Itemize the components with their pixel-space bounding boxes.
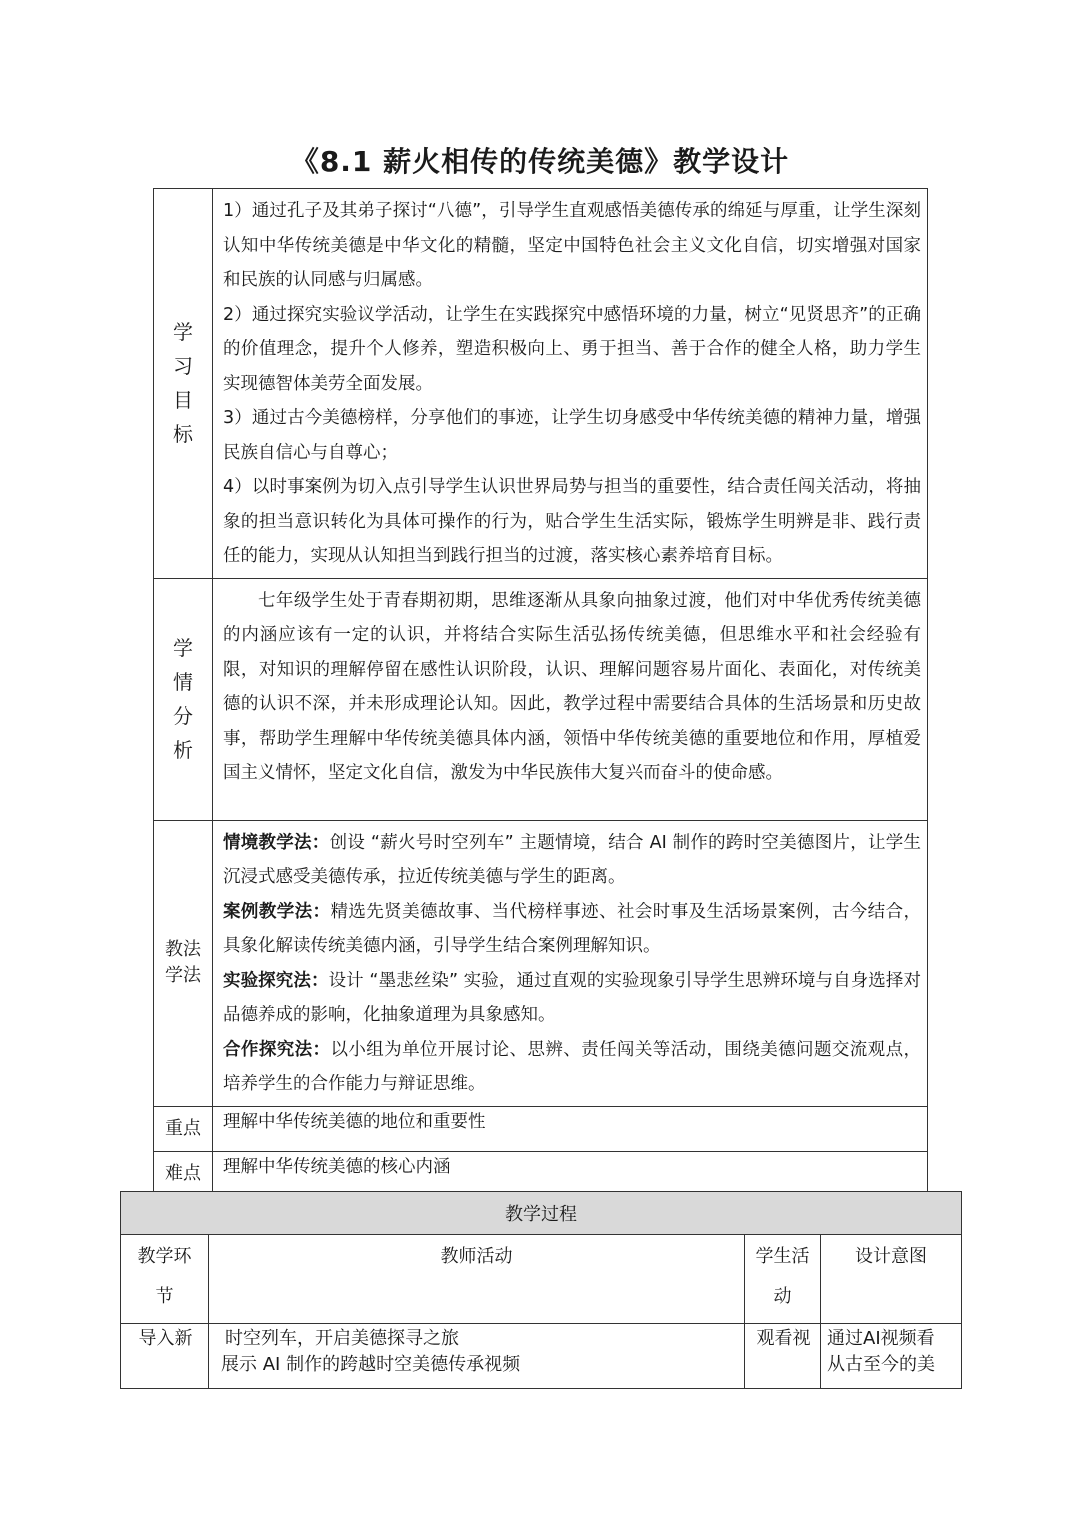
method-item: 合作探究法：以小组为单位开展讨论、思辨、责任闯关等活动，围绕美德问题交流观点，培养学生的合作能力与辩证思维。 xyxy=(223,1039,922,1094)
objectives-row xyxy=(154,189,928,579)
difficulty-label: 难点 xyxy=(154,1151,213,1196)
design-intent-cell: 通过AI视频看 从古至今的美 xyxy=(821,1324,962,1389)
process-column-headers xyxy=(121,1235,962,1324)
analysis-text: 七年级学生处于青春期初期，思维逐渐从具象向抽象过渡，他们对中华优秀传统美德的内涵应该有一定的认识，并将结合实际生活弘扬传统美德，但思维水平和社会经验有限，对知识的理解停留在感性认识阶段，认识、理解问题容易片面化、表面化，对传统美德的认识不深，并未形成理论认知。因此，教学过程中需要结合具体的生活场景和历史故事，帮助学生理解中华传统美德具体内涵，领悟中华传统美德的重要地位和作用，厚植爱国主义情怀，坚定文化自信，激发为中华民族伟大复兴而奋斗的使命感。 xyxy=(223,590,921,783)
key-point-label: 重点 xyxy=(154,1106,213,1151)
difficulty-text: 理解中华传统美德的核心内涵 xyxy=(213,1151,928,1196)
analysis-label: 学 情 分 析 xyxy=(154,578,213,820)
methods-row xyxy=(154,820,928,1106)
objectives-label: 学 习 目 标 xyxy=(154,189,213,579)
process-header: 教学过程 xyxy=(121,1192,962,1235)
teacher-activity-cell: 时空列车，开启美德探寻之旅 展示 AI 制作的跨越时空美德传承视频 xyxy=(209,1324,745,1389)
objectives-content xyxy=(213,189,928,579)
key-point-text: 理解中华传统美德的地位和重要性 xyxy=(213,1106,928,1151)
design-table xyxy=(153,188,928,1197)
objective-item: 3）通过古今美德榜样，分享他们的事迹，让学生切身感受中华传统美德的精神力量，增强民族自信心与自尊心； xyxy=(223,408,921,463)
stage-cell: 导入新 xyxy=(121,1324,209,1389)
method-item: 情境教学法：创设 “薪火号时空列车” 主题情境，结合 AI 制作的跨时空美德图片，让学生沉浸式感受美德传承，拉近传统美德与学生的距离。 xyxy=(223,832,922,887)
page-title: 《8.1 薪火相传的传统美德》教学设计 xyxy=(290,145,790,178)
student-activity-cell: 观看视 xyxy=(745,1324,821,1389)
column-header-student: 学生活 动 xyxy=(745,1235,821,1324)
analysis-row xyxy=(154,578,928,820)
methods-content xyxy=(213,820,928,1106)
table-row xyxy=(121,1324,962,1389)
objective-item: 4）以时事案例为切入点引导学生认识世界局势与担当的重要性，结合责任闯关活动，将抽象的担当意识转化为具体可操作的行为，贴合学生生活实际，锻炼学生明辨是非、践行责任的能力，实现从认知担当到践行担当的过渡，落实核心素养培育目标。 xyxy=(223,477,921,566)
difficulty-row xyxy=(154,1151,928,1196)
method-item: 案例教学法：精选先贤美德故事、当代榜样事迹、社会时事及生活场景案例，古今结合，具象化解读传统美德内涵，引导学生结合案例理解知识。 xyxy=(223,901,922,956)
column-header-teacher: 教师活动 xyxy=(209,1235,745,1324)
method-item: 实验探究法：设计 “墨悲丝染” 实验，通过直观的实验现象引导学生思辨环境与自身选择对品德养成的影响，化抽象道理为具象感知。 xyxy=(223,970,921,1025)
process-table xyxy=(120,1191,962,1389)
column-header-stage: 教学环 节 xyxy=(121,1235,209,1324)
key-point-row xyxy=(154,1106,928,1151)
column-header-intent: 设计意图 xyxy=(821,1235,962,1324)
objective-item: 1）通过孔子及其弟子探讨“八德”，引导学生直观感悟美德传承的绵延与厚重，让学生深刻认知中华传统美德是中华文化的精髓，坚定中国特色社会主义文化自信，切实增强对国家和民族的认同感与归属感。 xyxy=(223,201,921,290)
methods-label: 教法 学法 xyxy=(154,820,213,1106)
analysis-content xyxy=(213,578,928,820)
objective-item: 2）通过探究实验议学活动，让学生在实践探究中感悟环境的力量，树立“见贤思齐”的正确的价值理念，提升个人修养，塑造积极向上、勇于担当、善于合作的健全人格，助力学生实现德智体美劳全面发展。 xyxy=(223,304,921,394)
